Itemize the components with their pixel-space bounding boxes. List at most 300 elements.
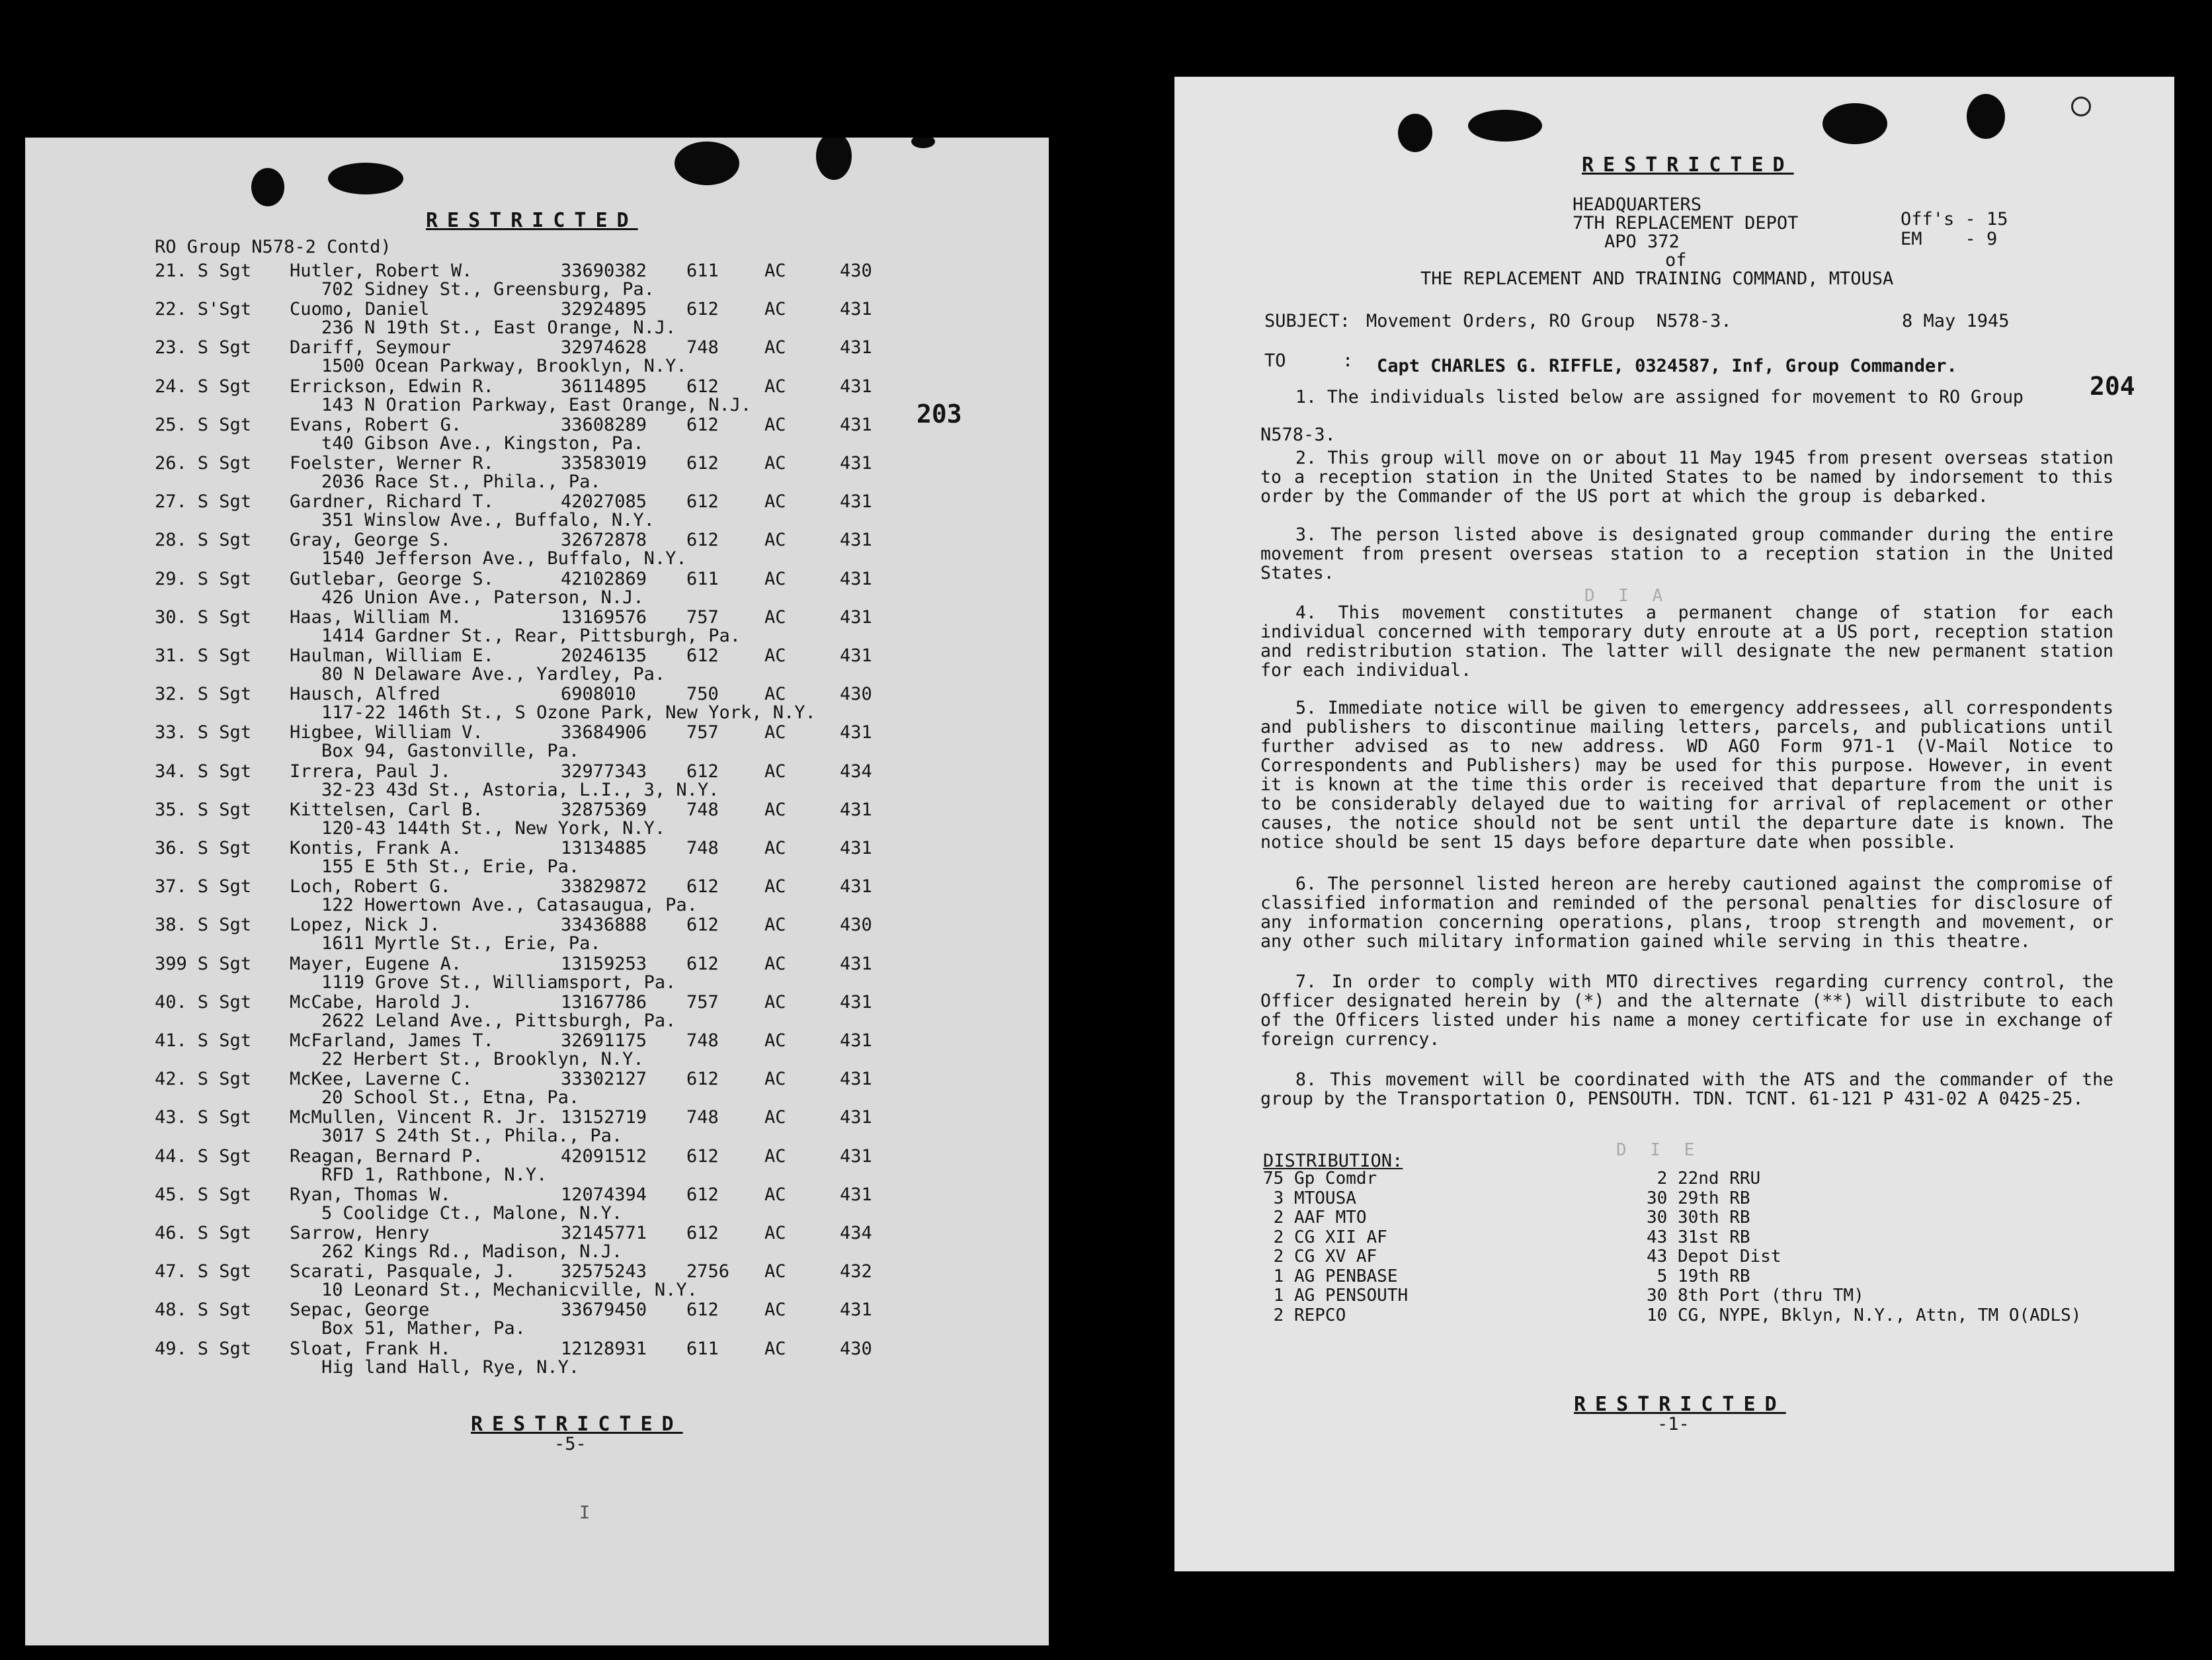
paragraph-2: 2. This group will move on or about 11 May 1945 from present overseas station to a reception station in the United States to be named by indorsement to this order by the Commander of the US port at which the group is debarked. xyxy=(1260,448,2113,507)
serial-number: 13159253 xyxy=(561,953,647,974)
mos-code: 748 xyxy=(686,799,719,820)
rank: S Sgt xyxy=(197,1338,252,1359)
mos-code: 748 xyxy=(686,1107,719,1128)
distribution-list-right xyxy=(1647,1169,2081,1325)
roster-row xyxy=(25,915,1049,953)
roster-row xyxy=(25,530,1049,568)
rank: S Sgt xyxy=(197,1184,252,1205)
soldier-name: McMullen, Vincent R. Jr. xyxy=(290,1107,548,1128)
rank: S Sgt xyxy=(197,261,252,281)
serial-number: 42091512 xyxy=(561,1145,647,1167)
roster-index: 43. xyxy=(155,1107,187,1128)
rank: S Sgt xyxy=(197,530,252,551)
distribution-entry: 2 REPCO xyxy=(1263,1305,1346,1325)
roster-number xyxy=(155,684,251,704)
mos-code: 612 xyxy=(686,299,719,320)
rank: S Sgt xyxy=(197,876,252,897)
branch: AC xyxy=(764,1300,786,1321)
punch-hole xyxy=(816,138,852,180)
unit-code: 431 xyxy=(840,991,872,1013)
mos-code: 612 xyxy=(686,915,719,936)
home-address: 143 N Oration Parkway, East Orange, N.J. xyxy=(321,394,752,415)
home-address: RFD 1, Rathbone, N.Y. xyxy=(321,1164,548,1185)
rank: S Sgt xyxy=(197,1261,252,1282)
roster-number xyxy=(155,954,251,974)
subject-label: SUBJECT: xyxy=(1264,311,1351,331)
punch-hole xyxy=(1398,114,1432,152)
roster-number xyxy=(155,453,251,474)
roster-number xyxy=(155,1184,251,1205)
rank: S Sgt xyxy=(197,838,252,858)
mos-code: 612 xyxy=(686,1223,719,1243)
roster-row xyxy=(25,337,1049,376)
rank: S Sgt xyxy=(197,1107,252,1128)
margin-page-number: 203 xyxy=(917,399,962,429)
mos-code: 748 xyxy=(686,1030,719,1051)
serial-number: 12128931 xyxy=(561,1338,647,1359)
serial-number: 32974628 xyxy=(561,337,647,358)
rank: S Sgt xyxy=(197,761,252,782)
soldier-name: Higbee, William V. xyxy=(290,722,483,743)
roster-number xyxy=(155,1339,251,1359)
mos-code: 612 xyxy=(686,491,719,513)
serial-number: 42027085 xyxy=(561,491,647,513)
paragraph-1-continuation: N578-3. xyxy=(1260,425,1336,445)
home-address: 1119 Grove St., Williamsport, Pa. xyxy=(321,972,676,993)
roster-row xyxy=(25,645,1049,684)
home-address: 5 Coolidge Ct., Malone, N.Y. xyxy=(321,1202,623,1224)
rank: S Sgt xyxy=(197,337,252,358)
soldier-name: Foelster, Werner R. xyxy=(290,453,494,474)
soldier-name: Gray, George S. xyxy=(290,530,451,551)
distribution-entry: 30 30th RB xyxy=(1647,1208,1750,1227)
soldier-name: Mayer, Eugene A. xyxy=(290,953,462,974)
punch-hole xyxy=(1823,103,1887,144)
home-address: 236 N 19th St., East Orange, N.J. xyxy=(321,317,676,339)
home-address: 1611 Myrtle St., Erie, Pa. xyxy=(321,933,601,954)
roster-row xyxy=(25,453,1049,491)
roster-number xyxy=(155,376,251,397)
branch: AC xyxy=(764,1030,786,1051)
movement-orders-page xyxy=(1174,77,2174,1571)
roster-row xyxy=(25,761,1049,800)
rank: S Sgt xyxy=(197,568,252,589)
unit-code: 430 xyxy=(840,684,872,705)
soldier-name: Kittelsen, Carl B. xyxy=(290,799,483,820)
serial-number: 33302127 xyxy=(561,1069,647,1090)
punch-hole xyxy=(2071,97,2091,116)
roster-number xyxy=(155,800,251,820)
unit-code: 430 xyxy=(840,261,872,281)
soldier-name: Sepac, George xyxy=(290,1300,430,1321)
branch: AC xyxy=(764,876,786,897)
unit-code: 430 xyxy=(840,1338,872,1359)
roster-row xyxy=(25,838,1049,876)
soldier-name: Gutlebar, George S. xyxy=(290,568,494,589)
paragraph-6: 6. The personnel listed hereon are hereby cautioned against the compromise of classified information and reminded of the personal penalties for disclosure of any information concerning operations, plans, troop strength and movement, or any other such military information gained while serving in this theatre. xyxy=(1260,874,2113,952)
branch: AC xyxy=(764,645,786,666)
distribution-entry: 2 AAF MTO xyxy=(1263,1208,1367,1227)
rank: S Sgt xyxy=(197,1030,252,1051)
serial-number: 32691175 xyxy=(561,1030,647,1051)
home-address: 32-23 43d St., Astoria, L.I., 3, N.Y. xyxy=(321,779,719,800)
roster-index: 49. xyxy=(155,1338,187,1359)
mos-code: 612 xyxy=(686,761,719,782)
unit-code: 431 xyxy=(840,799,872,820)
mos-code: 612 xyxy=(686,1184,719,1205)
roster-number xyxy=(155,1300,251,1320)
soldier-name: Lopez, Nick J. xyxy=(290,915,440,936)
branch: AC xyxy=(764,453,786,474)
roster-index: 28. xyxy=(155,530,187,551)
distribution-entry: 2 CG XII AF xyxy=(1263,1227,1387,1247)
distribution-entry: 43 31st RB xyxy=(1647,1227,1750,1247)
roster-row xyxy=(25,1300,1049,1338)
home-address: Box 94, Gastonville, Pa. xyxy=(321,741,580,762)
serial-number: 36114895 xyxy=(561,376,647,397)
roster-number xyxy=(155,530,251,550)
unit-code: 431 xyxy=(840,376,872,397)
roster-row xyxy=(25,1069,1049,1107)
mos-code: 748 xyxy=(686,838,719,858)
branch: AC xyxy=(764,1145,786,1167)
mos-code: 757 xyxy=(686,722,719,743)
home-address: 1540 Jefferson Ave., Buffalo, N.Y. xyxy=(321,548,687,569)
ghost-mark: D I E xyxy=(1616,1140,1701,1160)
branch: AC xyxy=(764,1261,786,1282)
roster-index: 47. xyxy=(155,1261,187,1282)
unit-code: 431 xyxy=(840,645,872,666)
home-address: 10 Leonard St., Mechanicville, N.Y. xyxy=(321,1280,698,1301)
roster-index: 32. xyxy=(155,684,187,705)
punch-hole xyxy=(911,138,935,148)
home-address: 117-22 146th St., S Ozone Park, New York, N.Y. xyxy=(321,702,816,724)
to-label: TO xyxy=(1264,351,1286,371)
page-number: -1- xyxy=(1657,1414,1690,1434)
rank: S Sgt xyxy=(197,1069,252,1090)
order-date: 8 May 1945 xyxy=(1902,311,2010,331)
soldier-name: Hausch, Alfred xyxy=(290,684,440,705)
soldier-name: Sloat, Frank H. xyxy=(290,1338,451,1359)
serial-number: 33829872 xyxy=(561,876,647,897)
home-address: 3017 S 24th St., Phila., Pa. xyxy=(321,1126,623,1147)
roster-row xyxy=(25,569,1049,607)
soldier-name: Evans, Robert G. xyxy=(290,414,462,435)
distribution-entry: 5 19th RB xyxy=(1647,1266,1750,1286)
rank: S Sgt xyxy=(197,414,252,435)
unit-code: 430 xyxy=(840,915,872,936)
roster-index: 48. xyxy=(155,1300,187,1321)
roster-row xyxy=(25,1223,1049,1261)
branch: AC xyxy=(764,299,786,320)
punch-hole xyxy=(251,168,284,206)
roster-index: 36. xyxy=(155,838,187,858)
unit-code: 434 xyxy=(840,761,872,782)
distribution-entry: 75 Gp Comdr xyxy=(1263,1169,1377,1188)
punch-hole xyxy=(1967,94,2005,139)
roster-row xyxy=(25,415,1049,453)
mos-code: 611 xyxy=(686,568,719,589)
soldier-name: Ryan, Thomas W. xyxy=(290,1184,451,1205)
rank: S Sgt xyxy=(197,645,252,666)
home-address: 351 Winslow Ave., Buffalo, N.Y. xyxy=(321,510,655,531)
page-number: -5- xyxy=(554,1434,587,1454)
mos-code: 612 xyxy=(686,453,719,474)
roster-number xyxy=(155,491,251,512)
rank: S'Sgt xyxy=(197,299,252,320)
unit-code: 431 xyxy=(840,1300,872,1321)
unit-code: 431 xyxy=(840,838,872,858)
branch: AC xyxy=(764,838,786,858)
rank: S Sgt xyxy=(197,991,252,1013)
roster-number xyxy=(155,1223,251,1243)
roster-row xyxy=(25,299,1049,337)
roster-number xyxy=(155,607,251,628)
roster-row xyxy=(25,876,1049,915)
rank: S Sgt xyxy=(197,606,252,628)
roster-index: 41. xyxy=(155,1030,187,1051)
home-address: 155 E 5th St., Erie, Pa. xyxy=(321,856,580,877)
unit-code: 431 xyxy=(840,299,872,320)
roster-row xyxy=(25,992,1049,1030)
home-address: 702 Sidney St., Greensburg, Pa. xyxy=(321,279,655,300)
home-address: 2622 Leland Ave., Pittsburgh, Pa. xyxy=(321,1010,676,1031)
roster-number xyxy=(155,261,251,281)
roster-row xyxy=(25,1030,1049,1069)
mos-code: 612 xyxy=(686,414,719,435)
roster-index: 30. xyxy=(155,606,187,628)
home-address: 2036 Race St., Phila., Pa. xyxy=(321,472,601,492)
roster-index: 38. xyxy=(155,915,187,936)
mos-code: 611 xyxy=(686,261,719,281)
soldier-name: McKee, Laverne C. xyxy=(290,1069,473,1090)
home-address: 20 School St., Etna, Pa. xyxy=(321,1087,580,1108)
roster-number xyxy=(155,645,251,666)
roster-index: 40. xyxy=(155,991,187,1013)
branch: AC xyxy=(764,1107,786,1128)
home-address: 1414 Gardner St., Rear, Pittsburgh, Pa. xyxy=(321,625,741,646)
unit-code: 431 xyxy=(840,568,872,589)
paragraph-4: 4. This movement constitutes a permanent change of station for each individual concerned with temporary duty enroute at a US port, reception station and redistribution station. The latter will designate the new permanent station for each individual. xyxy=(1260,602,2113,681)
serial-number: 33679450 xyxy=(561,1300,647,1321)
unit-code: 431 xyxy=(840,953,872,974)
roster-index: 27. xyxy=(155,491,187,513)
distribution-entry: 1 AG PENSOUTH xyxy=(1263,1286,1409,1306)
roster-row xyxy=(25,1261,1049,1300)
mos-code: 757 xyxy=(686,606,719,628)
rank: S Sgt xyxy=(197,491,252,513)
mos-code: 750 xyxy=(686,684,719,705)
roster-index: 37. xyxy=(155,876,187,897)
roster-index: 23. xyxy=(155,337,187,358)
mos-code: 757 xyxy=(686,991,719,1013)
unit-code: 432 xyxy=(840,1261,872,1282)
enlisted-count: EM - 9 xyxy=(1901,229,1998,249)
branch: AC xyxy=(764,799,786,820)
roster-number xyxy=(155,1030,251,1051)
soldier-name: Hutler, Robert W. xyxy=(290,261,473,281)
roster-table xyxy=(25,261,1049,1378)
branch: AC xyxy=(764,337,786,358)
hq-line: 7TH REPLACEMENT DEPOT xyxy=(1573,213,1799,233)
home-address: 122 Howertown Ave., Catasaugua, Pa. xyxy=(321,895,698,916)
mos-code: 612 xyxy=(686,1300,719,1321)
branch: AC xyxy=(764,568,786,589)
roster-index: 42. xyxy=(155,1069,187,1090)
roster-number xyxy=(155,1107,251,1128)
distribution-entry: 3 MTOUSA xyxy=(1263,1188,1356,1208)
serial-number: 32977343 xyxy=(561,761,647,782)
soldier-name: Sarrow, Henry xyxy=(290,1223,430,1243)
unit-code: 434 xyxy=(840,1223,872,1243)
unit-code: 431 xyxy=(840,1069,872,1090)
group-heading: RO Group N578-2 Contd) xyxy=(155,237,391,257)
branch: AC xyxy=(764,530,786,551)
soldier-name: Haulman, William E. xyxy=(290,645,494,666)
branch: AC xyxy=(764,606,786,628)
soldier-name: Errickson, Edwin R. xyxy=(290,376,494,397)
subject-text: Movement Orders, RO Group N578-3. xyxy=(1366,311,1732,331)
roster-row xyxy=(25,684,1049,722)
roster-number xyxy=(155,1146,251,1167)
home-address: t40 Gibson Ave., Kingston, Pa. xyxy=(321,433,644,454)
mos-code: 2756 xyxy=(686,1261,730,1282)
officer-count: Off's - 15 xyxy=(1901,209,2008,229)
branch: AC xyxy=(764,915,786,936)
roster-number xyxy=(155,1261,251,1282)
margin-page-number: 204 xyxy=(2090,372,2135,401)
restricted-header: RESTRICTED xyxy=(426,209,638,232)
serial-number: 33583019 xyxy=(561,453,647,474)
roster-index: 29. xyxy=(155,568,187,589)
branch: AC xyxy=(764,953,786,974)
unit-code: 431 xyxy=(840,337,872,358)
soldier-name: Scarati, Pasquale, J. xyxy=(290,1261,516,1282)
unit-code: 431 xyxy=(840,491,872,513)
distribution-list-left xyxy=(1263,1169,1408,1325)
serial-number: 33684906 xyxy=(561,722,647,743)
roster-number xyxy=(155,415,251,435)
roster-row xyxy=(25,722,1049,761)
roster-index: 46. xyxy=(155,1223,187,1243)
serial-number: 13152719 xyxy=(561,1107,647,1128)
rank: S Sgt xyxy=(197,915,252,936)
rank: S Sgt xyxy=(197,684,252,705)
roster-row xyxy=(25,1146,1049,1184)
branch: AC xyxy=(764,1184,786,1205)
branch: AC xyxy=(764,1223,786,1243)
roster-index: 35. xyxy=(155,799,187,820)
roster-number xyxy=(155,761,251,782)
soldier-name: Haas, William M. xyxy=(290,606,462,628)
distribution-entry: 30 8th Port (thru TM) xyxy=(1647,1286,1864,1306)
branch: AC xyxy=(764,761,786,782)
distribution-entry: 1 AG PENBASE xyxy=(1263,1266,1398,1286)
hq-line: THE REPLACEMENT AND TRAINING COMMAND, MTOUSA xyxy=(1420,269,1894,289)
paragraph-7: 7. In order to comply with MTO directives regarding currency control, the Officer designated herein by (*) and the alternate (**) will distribute to each of the Officers listed under his name a money certificate for use in exchange of foreign currency. xyxy=(1260,972,2113,1050)
roster-number xyxy=(155,1069,251,1089)
serial-number: 12074394 xyxy=(561,1184,647,1205)
distribution-entry: 10 CG, NYPE, Bklyn, N.Y., Attn, TM O(ADLS) xyxy=(1647,1305,2082,1325)
serial-number: 13169576 xyxy=(561,606,647,628)
paragraph-8: 8. This movement will be coordinated with the ATS and the commander of the group by the Transportation O, PENSOUTH. TDN. TCNT. 61-121 P 431-02 A 0425-25. xyxy=(1260,1069,2113,1109)
mos-code: 612 xyxy=(686,530,719,551)
unit-code: 431 xyxy=(840,1030,872,1051)
rank: S Sgt xyxy=(197,1300,252,1321)
ghost-mark: D I A xyxy=(1584,586,1670,606)
roster-index: 24. xyxy=(155,376,187,397)
branch: AC xyxy=(764,1338,786,1359)
rank: S Sgt xyxy=(197,453,252,474)
branch: AC xyxy=(764,261,786,281)
home-address: 1500 Ocean Parkway, Brooklyn, N.Y. xyxy=(321,356,687,377)
branch: AC xyxy=(764,684,786,705)
hq-line: APO 372 xyxy=(1604,231,1680,252)
rank: S Sgt xyxy=(197,1223,252,1243)
roster-row xyxy=(25,1339,1049,1377)
paragraph-5: 5. Immediate notice will be given to emergency addressees, all correspondents and publishers to discontinue mailing letters, parcels, and publications until further advised as to new address. WD AGO Form 971-1 (V-Mail Notice to Correspondents and Publishers) may be used for this purpose. However, in event it is known at the time this order is received that departure from the unit is to be considerably delayed due to waiting for arrival of replacement or other causes, the notice should not be sent until the departure date is known. The notice should be sent 15 days before departure date when possible. xyxy=(1260,698,2113,852)
serial-number: 13134885 xyxy=(561,838,647,858)
restricted-footer: RESTRICTED xyxy=(1574,1393,1786,1416)
mos-code: 612 xyxy=(686,376,719,397)
rank: S Sgt xyxy=(197,1145,252,1167)
restricted-footer: RESTRICTED xyxy=(471,1413,683,1436)
home-address: Box 51, Mather, Pa. xyxy=(321,1318,526,1339)
rank: S Sgt xyxy=(197,953,252,974)
roster-number xyxy=(155,569,251,589)
roster-row xyxy=(25,376,1049,415)
unit-code: 431 xyxy=(840,453,872,474)
serial-number: 32672878 xyxy=(561,530,647,551)
branch: AC xyxy=(764,414,786,435)
rank: S Sgt xyxy=(197,376,252,397)
punch-hole xyxy=(328,163,403,194)
roster-number xyxy=(155,838,251,858)
serial-number: 33608289 xyxy=(561,414,647,435)
serial-number: 6908010 xyxy=(561,684,636,705)
roster-number xyxy=(155,722,251,743)
mos-code: 612 xyxy=(686,953,719,974)
hq-line: of xyxy=(1665,250,1687,270)
home-address: Hig land Hall, Rye, N.Y. xyxy=(321,1356,580,1378)
roster-row xyxy=(25,1107,1049,1145)
soldier-name: Reagan, Bernard P. xyxy=(290,1145,483,1167)
soldier-name: McFarland, James T. xyxy=(290,1030,494,1051)
roster-row xyxy=(25,954,1049,992)
punch-hole xyxy=(675,142,739,185)
mos-code: 612 xyxy=(686,645,719,666)
home-address: 80 N Delaware Ave., Yardley, Pa. xyxy=(321,664,666,685)
unit-code: 431 xyxy=(840,414,872,435)
distribution-entry: 2 22nd RRU xyxy=(1647,1169,1761,1188)
soldier-name: Dariff, Seymour xyxy=(290,337,451,358)
serial-number: 20246135 xyxy=(561,645,647,666)
roster-number xyxy=(155,992,251,1013)
roster-index: 399 xyxy=(155,953,187,974)
unit-code: 431 xyxy=(840,876,872,897)
roster-index: 22. xyxy=(155,299,187,320)
bottom-mark: I xyxy=(579,1503,591,1523)
serial-number: 33690382 xyxy=(561,261,647,281)
serial-number: 33436888 xyxy=(561,915,647,936)
to-text: Capt CHARLES G. RIFFLE, 0324587, Inf, Group Commander. xyxy=(1377,356,1957,376)
mos-code: 611 xyxy=(686,1338,719,1359)
unit-code: 431 xyxy=(840,722,872,743)
roster-row xyxy=(25,1184,1049,1223)
unit-code: 431 xyxy=(840,606,872,628)
distribution-entry: 30 29th RB xyxy=(1647,1188,1750,1208)
home-address: 262 Kings Rd., Madison, N.J. xyxy=(321,1241,623,1262)
